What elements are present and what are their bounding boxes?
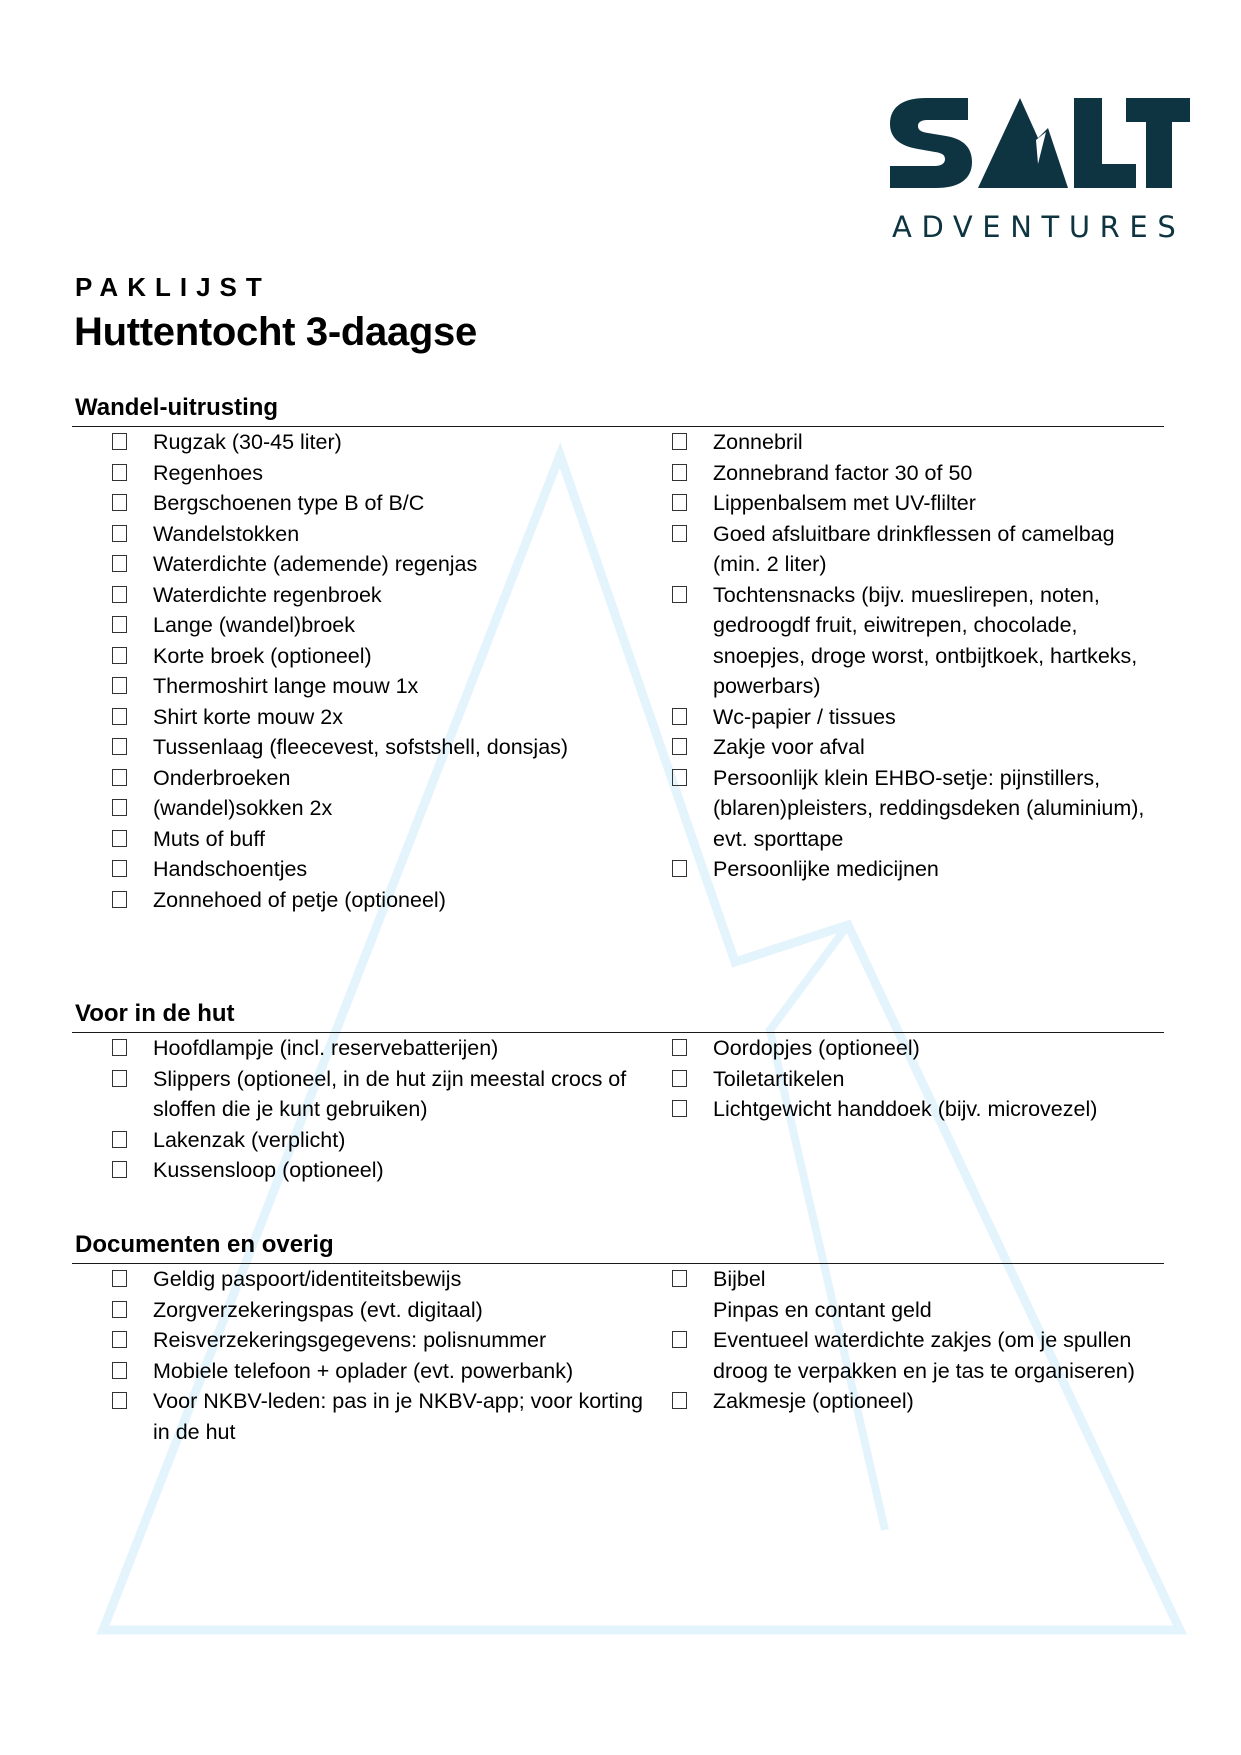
checkbox[interactable] <box>112 708 127 725</box>
checklist-item[interactable] <box>672 1386 1164 1417</box>
checklist-item[interactable] <box>112 641 652 672</box>
checkbox[interactable] <box>672 464 687 481</box>
item-label: Toiletartikelen <box>713 1066 845 1091</box>
checklist-item[interactable] <box>112 1295 652 1326</box>
checkbox[interactable] <box>672 1039 687 1056</box>
checklist-item[interactable] <box>672 427 1164 458</box>
checklist-item[interactable] <box>672 732 1164 763</box>
item-label: Eventueel waterdichte zakjes (om je spullen droog te verpakken en je tas te organiseren) <box>713 1328 1135 1383</box>
item-label: Waterdichte (ademende) regenjas <box>153 552 478 576</box>
item-label: Oordopjes (optioneel) <box>713 1036 920 1060</box>
checkbox[interactable] <box>112 738 127 755</box>
checklist-item[interactable] <box>112 1325 652 1356</box>
item-label: Tussenlaag (fleecevest, sofstshell, donsjas) <box>153 735 569 759</box>
checkbox[interactable] <box>672 708 687 725</box>
item-label: Tochtensnacks (bijv. mueslirepen, noten, gedroogdf fruit, eiwitrepen, chocolade, snoepjes, droge worst, ontbijtkoek, hartkeks, powerbars) <box>713 582 1138 698</box>
checkbox[interactable] <box>112 494 127 511</box>
checklist-item[interactable] <box>672 763 1164 855</box>
checklist-item[interactable] <box>112 671 652 702</box>
column-right <box>652 1033 1164 1186</box>
item-label: Reisverzekeringsgegevens: polisnummer <box>153 1328 547 1352</box>
checklist-item[interactable] <box>112 763 652 794</box>
item-label: Regenhoes <box>153 460 263 485</box>
checklist-item[interactable] <box>672 1033 1164 1064</box>
checklist-item[interactable] <box>112 427 652 458</box>
checklist-item[interactable] <box>112 702 652 733</box>
checkbox[interactable] <box>112 830 127 847</box>
checkbox[interactable] <box>112 647 127 664</box>
item-label: Lakenzak (verplicht) <box>153 1127 346 1152</box>
checklist-item[interactable] <box>672 1094 1164 1125</box>
checklist-item[interactable] <box>112 793 652 824</box>
logo-subtitle: ADVENTURES <box>892 210 1186 244</box>
checkbox[interactable] <box>112 1039 127 1056</box>
checkbox-placeholder <box>672 1301 687 1318</box>
checkbox[interactable] <box>112 1362 127 1379</box>
column-right <box>652 1264 1164 1447</box>
section-heading: Wandel-uitrusting <box>75 394 279 421</box>
item-label: Pinpas en contant geld <box>713 1297 932 1322</box>
checklist-item[interactable] <box>672 580 1164 702</box>
checkbox[interactable] <box>672 1331 687 1348</box>
checkbox[interactable] <box>672 860 687 877</box>
item-label: Bergschoenen type B of B/C <box>153 491 425 515</box>
item-label: Kussensloop (optioneel) <box>153 1158 384 1182</box>
checklist-item[interactable] <box>112 1264 652 1295</box>
item-label: Persoonlijk klein EHBO-setje: pijnstillers, (blaren)pleisters, reddingsdeken (aluminium), evt. sporttape <box>713 765 1145 851</box>
checklist-item[interactable] <box>112 824 652 855</box>
checklist-item[interactable] <box>112 549 652 580</box>
checkbox[interactable] <box>672 1100 687 1117</box>
item-label: Lange (wandel)broek <box>153 613 355 637</box>
item-label: Goed afsluitbare drinkflessen of camelbag (min. 2 liter) <box>713 521 1115 576</box>
item-label: Mobiele telefoon + oplader (evt. powerbank) <box>153 1358 574 1383</box>
checklist-item[interactable] <box>112 1064 652 1125</box>
item-label: Korte broek (optioneel) <box>153 643 372 668</box>
item-label: Geldig paspoort/identiteitsbewijs <box>153 1267 462 1291</box>
checkbox[interactable] <box>112 433 127 450</box>
checkbox[interactable] <box>112 1331 127 1348</box>
checkbox[interactable] <box>672 769 687 786</box>
item-label: Zonnebrand factor 30 of 50 <box>713 460 973 485</box>
checklist-item[interactable] <box>672 488 1164 519</box>
checklist-item[interactable] <box>112 610 652 641</box>
checkbox[interactable] <box>112 1301 127 1318</box>
checkbox[interactable] <box>112 1131 127 1148</box>
checkbox[interactable] <box>672 1270 687 1287</box>
checkbox[interactable] <box>112 769 127 786</box>
item-label: Rugzak (30-45 liter) <box>153 430 342 454</box>
checkbox[interactable] <box>672 494 687 511</box>
column-left <box>72 1264 652 1447</box>
item-label: Bijbel <box>713 1267 766 1291</box>
checklist-item[interactable] <box>112 1386 652 1447</box>
item-label: Zakje voor afval <box>713 735 865 759</box>
item-label: Voor NKBV-leden: pas in je NKBV-app; voor korting in de hut <box>153 1389 643 1444</box>
item-label: Lichtgewicht handdoek (bijv. microvezel) <box>713 1097 1098 1121</box>
checkbox[interactable] <box>112 677 127 694</box>
checklist-item[interactable] <box>672 1064 1164 1095</box>
column-left <box>72 427 652 915</box>
checklist-item-no-checkbox <box>672 1295 1164 1326</box>
page-title: Huttentocht 3-daagse <box>74 310 477 354</box>
checklist-item[interactable] <box>112 732 652 763</box>
checklist-item[interactable] <box>112 854 652 885</box>
item-label: Lippenbalsem met UV-flilter <box>713 491 976 515</box>
checkbox[interactable] <box>672 738 687 755</box>
item-label: Zorgverzekeringspas (evt. digitaal) <box>153 1297 483 1322</box>
checkbox[interactable] <box>112 525 127 542</box>
checklist-item[interactable] <box>672 702 1164 733</box>
checklist-item[interactable] <box>112 1155 652 1186</box>
item-label: Slippers (optioneel, in de hut zijn meestal crocs of sloffen die je kunt gebruiken) <box>153 1066 627 1121</box>
column-right <box>652 427 1164 915</box>
salt-logo-icon <box>890 96 1190 190</box>
checklist-item[interactable] <box>112 1033 652 1064</box>
checklist-item[interactable] <box>112 1125 652 1156</box>
item-label: (wandel)sokken 2x <box>153 796 333 820</box>
item-label: Wc-papier / tissues <box>713 704 896 729</box>
checklist-item[interactable] <box>672 854 1164 885</box>
section-heading: Documenten en overig <box>75 1231 334 1258</box>
checkbox[interactable] <box>672 525 687 542</box>
checklist-item[interactable] <box>112 885 652 916</box>
salt-adventures-logo <box>890 96 1190 246</box>
item-label: Zakmesje (optioneel) <box>713 1389 914 1413</box>
checkbox[interactable] <box>672 1070 687 1087</box>
checkbox[interactable] <box>672 586 687 603</box>
checkbox[interactable] <box>112 1270 127 1287</box>
checkbox[interactable] <box>112 799 127 816</box>
item-label: Muts of buff <box>153 826 265 851</box>
checkbox[interactable] <box>112 860 127 877</box>
item-label: Onderbroeken <box>153 765 291 790</box>
checkbox[interactable] <box>112 464 127 481</box>
checkbox[interactable] <box>112 555 127 572</box>
section-wandel-uitrusting <box>72 392 1164 915</box>
item-label: Zonnebril <box>713 430 803 454</box>
checkbox[interactable] <box>112 1070 127 1087</box>
checkbox[interactable] <box>112 891 127 908</box>
column-left <box>72 1033 652 1186</box>
item-label: Handschoentjes <box>153 857 308 881</box>
item-label: Thermoshirt lange mouw 1x <box>153 674 419 698</box>
checklist-item[interactable] <box>112 458 652 489</box>
checklist-item[interactable] <box>672 458 1164 489</box>
section-documenten-en-overig <box>72 1229 1164 1447</box>
item-label: Wandelstokken <box>153 521 300 546</box>
item-label: Shirt korte mouw 2x <box>153 704 343 729</box>
checklist-item[interactable] <box>112 580 652 611</box>
section-heading: Voor in de hut <box>75 1000 235 1027</box>
checklist-item[interactable] <box>112 519 652 550</box>
checklist-item[interactable] <box>672 1264 1164 1295</box>
checklist-item[interactable] <box>112 1356 652 1387</box>
checkbox[interactable] <box>672 433 687 450</box>
checkbox[interactable] <box>112 586 127 603</box>
item-label: Waterdichte regenbroek <box>153 582 382 607</box>
checkbox[interactable] <box>112 1392 127 1409</box>
item-label: Persoonlijke medicijnen <box>713 857 939 881</box>
checklist-item[interactable] <box>672 519 1164 580</box>
section-voor-in-de-hut <box>72 998 1164 1186</box>
checklist-item[interactable] <box>112 488 652 519</box>
checkbox[interactable] <box>112 616 127 633</box>
item-label: Zonnehoed of petje (optioneel) <box>153 887 446 912</box>
item-label: Hoofdlampje (incl. reservebatterijen) <box>153 1036 499 1060</box>
document-kicker: PAKLIJST <box>75 272 271 302</box>
checkbox[interactable] <box>672 1392 687 1409</box>
checklist-item[interactable] <box>672 1325 1164 1386</box>
checkbox[interactable] <box>112 1161 127 1178</box>
